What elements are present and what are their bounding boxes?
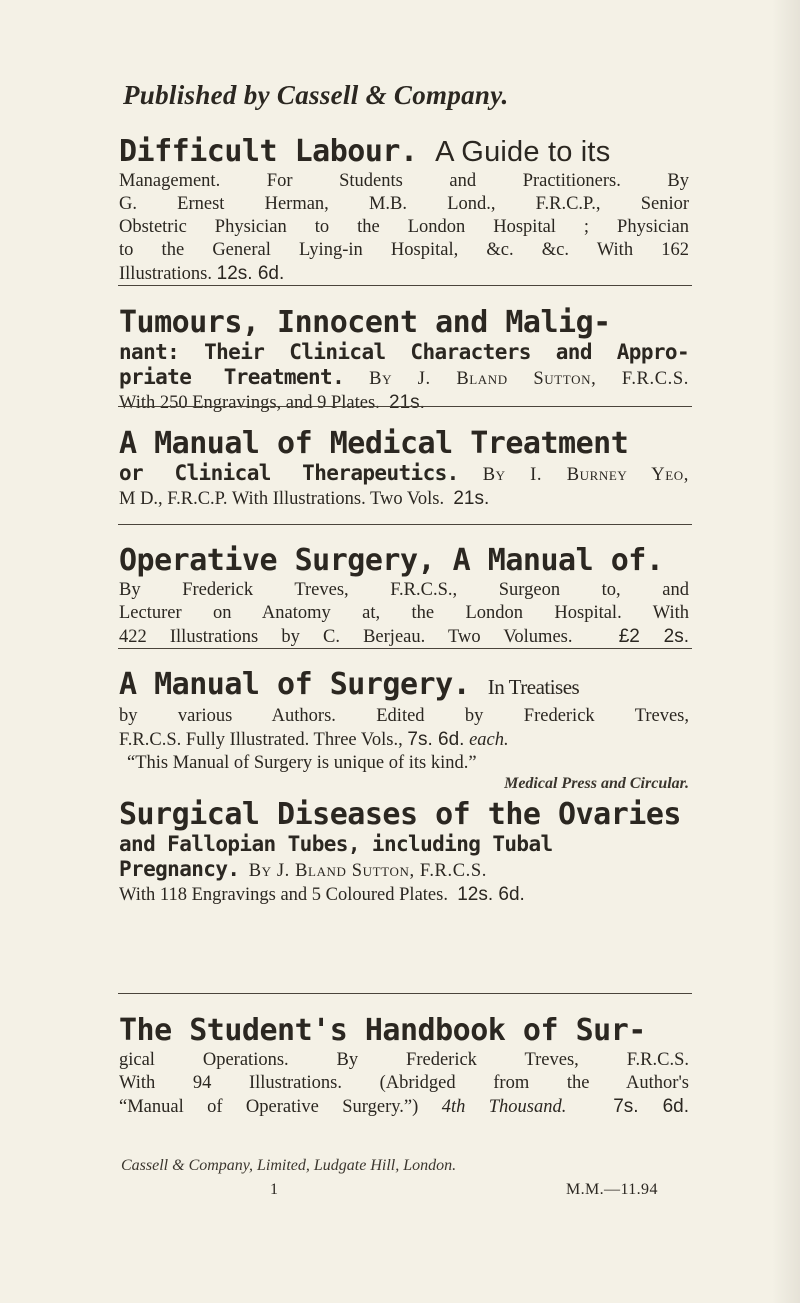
title-text: A Manual of Surgery. <box>119 667 471 702</box>
description-line: gical Operations. By Frederick Treves, F.R.C.S. <box>119 1050 689 1070</box>
description-line: to the General Lying-in Hospital, &c. &c. With 162 <box>119 240 689 260</box>
price: 21s. <box>389 392 425 413</box>
publisher-header: Published by Cassell & Company. <box>123 80 509 110</box>
review-quote: “This Manual of Surgery is unique of its kind.” <box>127 753 477 773</box>
description-line: M D., F.R.C.P. With Illustrations. Two Vols. 21s. <box>119 488 490 509</box>
description-line: F.R.C.S. Fully Illustrated. Three Vols., 7s. 6d. each. <box>119 729 509 750</box>
book-entry-tumours <box>119 305 689 415</box>
print-code: M.M.—11.94 <box>566 1181 658 1198</box>
description-line: With 250 Engravings, and 9 Plates. 21s. <box>119 392 425 413</box>
description-line: by various Authors. Edited by Frederick Treves, <box>119 706 689 726</box>
description-line: By Frederick Treves, F.R.C.S., Surgeon to, and <box>119 580 689 600</box>
page-edge-shadow <box>772 0 800 1303</box>
book-entry-difficult-labour <box>119 134 689 286</box>
divider <box>118 993 692 994</box>
book-entry-students-handbook <box>119 1013 689 1119</box>
book-entry-operative-surgery <box>119 543 689 649</box>
subtitle-line: nant: Their Clinical Characters and Appro- <box>119 340 689 364</box>
book-title: Surgical Diseases of the Ovaries <box>119 797 681 832</box>
quote-source: Medical Press and Circular. <box>504 775 689 792</box>
price: £2 2s. <box>618 626 689 647</box>
divider <box>118 285 692 286</box>
divider <box>118 524 692 525</box>
subtitle-line: or Clinical Therapeutics. By I. Burney Yeo, <box>119 461 689 485</box>
divider <box>118 648 692 649</box>
description-line: 422 Illustrations by C. Berjeau. Two Volumes. £2 2s. <box>119 626 689 647</box>
price: 7s. 6d. <box>613 1096 689 1117</box>
description-line: With 118 Engravings and 5 Coloured Plates. 12s. 6d. <box>119 884 525 905</box>
price: 7s. 6d. <box>407 729 465 750</box>
description-line: Management. For Students and Practitioners. By <box>119 171 689 191</box>
description-line: G. Ernest Herman, M.B. Lond., F.R.C.P., Senior <box>119 194 689 214</box>
book-title <box>119 667 689 705</box>
book-title: Operative Surgery, A Manual of. <box>119 543 664 578</box>
book-title <box>119 134 689 170</box>
title-rest: A Guide to its <box>435 136 611 168</box>
subtitle-line: Pregnancy. By J. Bland Sutton, F.R.C.S. <box>119 857 487 881</box>
description-line: Illustrations. 12s. 6d. <box>119 263 285 284</box>
subtitle-line: and Fallopian Tubes, including Tubal <box>119 832 553 856</box>
description-line: Lecturer on Anatomy at, the London Hospital. With <box>119 603 689 623</box>
description-line: “Manual of Operative Surgery.”) 4th Thousand. 7s. 6d. <box>119 1096 689 1117</box>
book-entry-manual-of-surgery <box>119 667 689 793</box>
subtitle-line: priate Treatment. By J. Bland Sutton, F.R.C.S. <box>119 365 689 389</box>
imprint: Cassell & Company, Limited, Ludgate Hill, London. <box>121 1157 457 1174</box>
price: 12s. 6d. <box>216 263 285 284</box>
description-line: With 94 Illustrations. (Abridged from the Author's <box>119 1073 689 1093</box>
book-title: The Student's Handbook of Sur- <box>119 1013 646 1048</box>
title-rest: In Treatises <box>487 675 580 699</box>
book-entry-medical-treatment <box>119 426 689 511</box>
book-title: A Manual of Medical Treatment <box>119 426 629 461</box>
book-entry-surgical-diseases <box>119 797 689 907</box>
description-line: Obstetric Physician to the London Hospital ; Physician <box>119 217 689 237</box>
book-title: Tumours, Innocent and Malig- <box>119 305 611 340</box>
title-text: Difficult Labour. <box>119 134 418 169</box>
price: 12s. 6d. <box>457 884 525 905</box>
price: 21s. <box>453 488 490 509</box>
divider <box>118 406 692 407</box>
page-number: 1 <box>270 1181 278 1198</box>
